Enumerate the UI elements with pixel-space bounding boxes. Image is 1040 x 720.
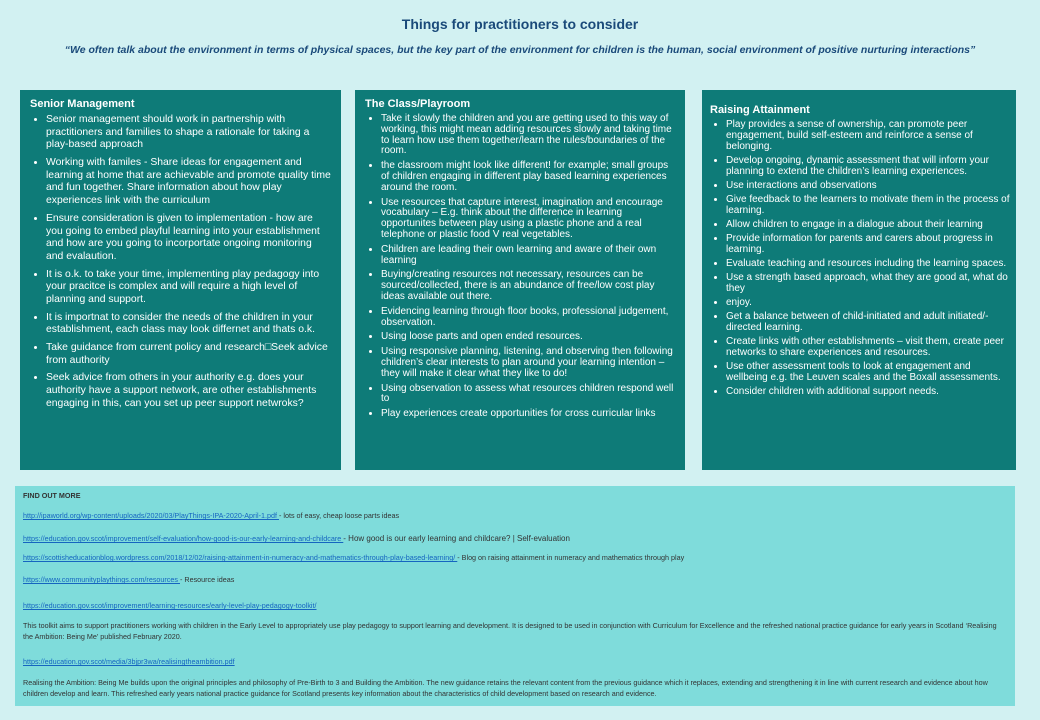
list-item: • enjoy.	[726, 297, 1014, 308]
list-item: • Seek advice from others in your authority e.g. does your authority have a support network, are other establishments engaging in this, can you set up peer support netwroks?	[46, 372, 331, 410]
list-item: • Use interactions and observations	[726, 180, 1014, 191]
list-item: • Provide information for parents and carers about progress in learning.	[726, 233, 1014, 255]
self-evaluation-link[interactable]: https://education.gov.scot/improvement/self-evaluation/how-good-is-our-early-learning-and-childcare	[23, 534, 344, 543]
list-item: • Give feedback to the learners to motivate them in the process of learning.	[726, 194, 1014, 216]
resource-link-row	[23, 657, 235, 666]
senior-management-list	[30, 114, 331, 410]
list-item: • Ensure consideration is given to implementation - how are you going to embed playful learning into your establishment and how are you going to incorportate ongoing monitoring and evalaution.	[46, 213, 331, 264]
list-item: • Use other assessment tools to look at engagement and wellbeing e.g. the Leuven scales and the Boxall assessments.	[726, 361, 1014, 383]
community-playthings-link[interactable]: https://www.communityplaythings.com/resources	[23, 575, 180, 584]
list-item: • Consider children with additional support needs.	[726, 386, 1014, 397]
raising-attainment-panel	[702, 90, 1016, 470]
find-out-more-heading: FIND OUT MORE	[23, 491, 81, 500]
list-item: • Children are leading their own learning and aware of their own learning	[381, 245, 675, 267]
list-item: • Allow children to engage in a dialogue about their learning	[726, 219, 1014, 230]
list-item: • the classroom might look like different! for example; small groups of children engaging in different play based learning experiences around the room.	[381, 161, 675, 193]
find-out-more-panel	[15, 486, 1015, 706]
list-item: • Using loose parts and open ended resources.	[381, 332, 675, 343]
resource-link-row	[23, 553, 684, 562]
page-title: Things for practitioners to consider	[401, 16, 639, 32]
list-item: • It is importnat to consider the needs of the children in your establishment, each class may look differnet and thats o.k.	[46, 312, 331, 337]
list-item: • Create links with other establishments – visit them, create peer networks to share experiences and resources.	[726, 336, 1014, 358]
education-blog-link[interactable]: https://scottisheducationblog.wordpress.com/2018/12/02/raising-attainment-in-numeracy-and-mathematics-through-play-based-learning/	[23, 553, 458, 562]
list-item: • Get a balance between of child-initiated and adult initiated/-directed learning.	[726, 311, 1014, 333]
raising-attainment-list	[710, 119, 1014, 397]
list-item: • Evaluate teaching and resources including the learning spaces.	[726, 258, 1014, 269]
senior-management-heading: Senior Management	[30, 98, 135, 110]
list-item: • Evidencing learning through floor books, professional judgement, observation.	[381, 307, 675, 329]
classroom-list	[365, 114, 675, 420]
classroom-heading: The Class/Playroom	[365, 98, 471, 110]
list-item: • It is o.k. to take your time, implementing play pedagogy into your pracitce is complex and will require a high level of planning and support.	[46, 269, 331, 307]
play-pedagogy-toolkit-link[interactable]: https://education.gov.scot/improvement/learning-resources/early-level-play-pedagogy-toolkit/	[23, 601, 317, 610]
list-item: • Using responsive planning, listening, and observing then following children’s clear interests to plan around your learning intention – they will make it clear what they like to do!	[381, 347, 675, 379]
resource-link-row	[23, 534, 570, 543]
raising-attainment-heading: Raising Attainment	[710, 104, 810, 116]
ambition-description: Realising the Ambition: Being Me builds upon the original principles and philosophy of Pre-Birth to 3 and Building the Ambition. The new guidance retains the relevant content from the previous guidance which it replaces, extending and strengthening it in line with current research and evidence about how children develop and learn. This refreshed early years national practice guidance for Scotland presents key information about the characteristics of child development based on research and evidence.	[23, 678, 988, 699]
senior-management-panel	[20, 90, 341, 470]
list-item: • Use resources that capture interest, imagination and encourage vocabulary – E.g. think about the difference in learning opportunites between play using a plastic phone and a real telephone or plastic food V real vegetables.	[381, 198, 675, 241]
list-item: • Develop ongoing, dynamic assessment that will inform your planning to extend the children’s learning experiences.	[726, 155, 1014, 177]
quote: “We often talk about the environment in terms of physical spaces, but the key part of the environment for children is the human, social environment of positive nurturing interactions”	[64, 44, 976, 56]
list-item: • Using observation to assess what resources children respond well to	[381, 384, 675, 406]
list-item: • Use a strength based approach, what they are good at, what do they	[726, 272, 1014, 294]
resource-link-row	[23, 511, 399, 520]
resource-link-row	[23, 575, 234, 584]
toolkit-description: This toolkit aims to support practitioners working with children in the Early Level to appropriately use play pedagogy to support learning and development. It is designed to be used in conjunction with Curriculum for Excellence and the refreshed national practice guidance for early years in Scotland ‘Realising the Ambition: Being Me’ published February 2020.	[23, 621, 997, 642]
realising-the-ambition-link[interactable]: https://education.gov.scot/media/3bjpr3wa/realisingtheambition.pdf	[23, 657, 235, 666]
ipaworld-link[interactable]: http://ipaworld.org/wp-content/uploads/2020/03/PlayThings-IPA-2020-April-1.pdf	[23, 511, 279, 520]
list-item: • Take it slowly the children and you are getting used to this way of working, this might mean adding resources slowly and taking time to learn how use them together/learn the rules/boundaries of the room.	[381, 114, 675, 157]
link-description: - How good is our early learning and childcare? | Self-evaluation	[343, 534, 570, 543]
link-description: - Blog on raising attainment in numeracy and mathematics through play	[457, 553, 685, 562]
link-description: - Resource ideas	[179, 575, 235, 584]
list-item: • Senior management should work in partnership with practitioners and families to shape a rationale for taking a play-based approach	[46, 114, 331, 152]
link-description: - lots of easy, cheap loose parts ideas	[278, 511, 400, 520]
list-item: • Play experiences create opportunities for cross curricular links	[381, 409, 675, 420]
list-item: • Buying/creating resources not necessary, resources can be sourced/collected, there is an abundance of free/low cost play ideas available out there.	[381, 270, 675, 302]
list-item: • Play provides a sense of ownership, can promote peer engagement, build self-esteem and reinforce a sense of belonging.	[726, 119, 1014, 152]
resource-link-row	[23, 601, 317, 610]
list-item: • Take guidance from current policy and research□Seek advice from authority	[46, 342, 331, 367]
classroom-panel	[355, 90, 685, 470]
list-item: • Working with familes - Share ideas for engagement and learning at home that are achievable and promote quality time and fun together. Share information about how play experiences link with the curriculum	[46, 157, 331, 208]
